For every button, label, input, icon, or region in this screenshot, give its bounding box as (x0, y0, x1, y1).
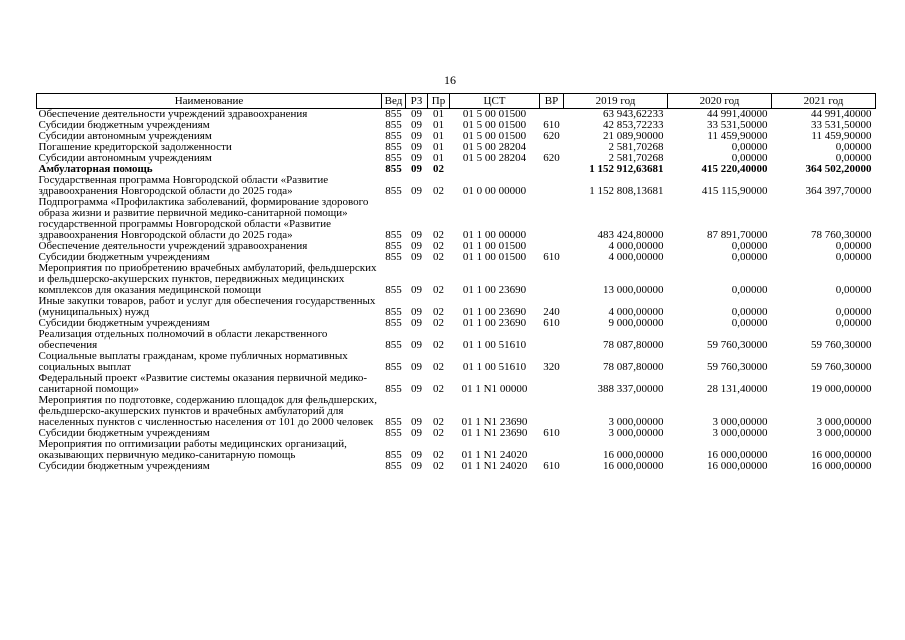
cell-ved: 855 (385, 142, 402, 153)
cell-cst: 01 1 00 51610 (462, 339, 527, 351)
cell-ved: 855 (385, 339, 402, 351)
cell-y2021: 11 459,90000 (811, 131, 872, 142)
cell-y2020: 3 000,00000 (712, 428, 768, 439)
cell-rz: 09 (411, 416, 422, 428)
cell-y2021: 0,00000 (835, 142, 872, 153)
cell-y2021: 0,00000 (835, 306, 872, 318)
cell-y2021: 0,00000 (835, 153, 872, 164)
cell-vr: 610 (543, 120, 560, 131)
cell-rz: 09 (411, 361, 422, 373)
cell-y2021: 16 000,00000 (811, 461, 872, 472)
cell-ved: 855 (385, 383, 402, 395)
cell-cst: 01 5 00 28204 (462, 142, 527, 153)
cell-pr: 02 (433, 241, 444, 252)
cell-pr: 02 (433, 185, 444, 197)
cell-y2020: 33 531,50000 (707, 120, 768, 131)
cell-rz: 09 (411, 164, 422, 175)
table-row (37, 263, 876, 296)
cell-rz: 09 (411, 428, 422, 439)
cell-y2020: 415 220,40000 (701, 164, 768, 175)
cell-name: Мероприятия по приобретению врачебных амбулаторий, фельдшерских и фельдшерско-акушерских пунктов, передвижных медицинских комплексов для оказания медицинской помощи (38, 262, 377, 296)
table-row (37, 351, 876, 373)
cell-name: Мероприятия по подготовке, содержанию площадок для фельдшерских, фельдшерско-акушерских пунктов и врачебных амбулаторий для населенных пунктов с численностью населения от 101 до 2000 человек (38, 394, 377, 428)
cell-y2019: 1 152 808,13681 (589, 185, 664, 197)
cell-name: Амбулаторная помощь (38, 163, 153, 175)
cell-name: Государственная программа Новгородской области «Развитие здравоохранения Новгородской области до 2025 года» (38, 174, 329, 197)
table-row (37, 439, 876, 461)
cell-cst: 01 1 N1 24020 (461, 461, 528, 472)
cell-rz: 09 (411, 108, 422, 120)
cell-cst: 01 1 00 51610 (462, 361, 527, 373)
table-row (37, 197, 876, 241)
cell-rz: 09 (411, 306, 422, 318)
cell-vr (540, 197, 564, 241)
cell-cst: 01 5 00 28204 (462, 153, 527, 164)
cell-pr: 01 (433, 108, 444, 120)
cell-ved: 855 (385, 416, 402, 428)
cell-vr: 320 (543, 361, 560, 373)
cell-name: Обеспечение деятельности учреждений здравоохранения (38, 240, 308, 252)
cell-cst: 01 1 N1 23690 (461, 428, 528, 439)
column-header: Пр (428, 94, 450, 109)
cell-rz: 09 (411, 229, 422, 241)
cell-y2021: 0,00000 (835, 318, 872, 329)
column-header: РЗ (406, 94, 428, 109)
column-header: 2021 год (772, 94, 876, 109)
cell-vr (540, 329, 564, 351)
cell-y2020: 415 115,90000 (701, 185, 768, 197)
cell-vr (540, 109, 564, 121)
cell-y2019: 16 000,00000 (603, 449, 664, 461)
cell-ved: 855 (385, 241, 402, 252)
cell-name: Обеспечение деятельности учреждений здравоохранения (38, 108, 308, 120)
cell-ved: 855 (385, 461, 402, 472)
cell-rz: 09 (411, 284, 422, 296)
cell-rz: 09 (411, 339, 422, 351)
cell-y2020: 0,00000 (731, 252, 768, 263)
cell-y2019: 78 087,80000 (603, 361, 664, 373)
cell-ved: 855 (385, 120, 402, 131)
cell-y2021: 0,00000 (835, 284, 872, 296)
cell-y2020: 0,00000 (731, 306, 768, 318)
cell-y2020: 11 459,90000 (707, 131, 768, 142)
table-row (37, 296, 876, 318)
cell-vr: 240 (543, 306, 560, 318)
cell-y2019: 21 089,90000 (603, 131, 664, 142)
cell-pr: 02 (433, 284, 444, 296)
cell-y2019: 63 943,62233 (603, 108, 664, 120)
cell-pr: 02 (433, 306, 444, 318)
cell-cst: 01 1 N1 24020 (461, 449, 528, 461)
cell-pr: 01 (433, 120, 444, 131)
cell-name: Реализация отдельных полномочий в области лекарственного обеспечения (38, 328, 328, 351)
cell-y2021: 3 000,00000 (816, 428, 872, 439)
cell-cst: 01 1 N1 23690 (461, 416, 528, 428)
cell-y2020: 44 991,40000 (707, 108, 768, 120)
cell-y2019: 2 581,70268 (608, 153, 664, 164)
cell-y2019: 9 000,00000 (608, 318, 664, 329)
cell-ved: 855 (385, 361, 402, 373)
cell-y2019: 42 853,72233 (603, 120, 664, 131)
cell-y2021: 59 760,30000 (811, 339, 872, 351)
cell-cst: 01 1 00 23690 (462, 284, 527, 296)
cell-ved: 855 (385, 428, 402, 439)
cell-y2020: 0,00000 (731, 241, 768, 252)
column-header: ВР (540, 94, 564, 109)
cell-ved: 855 (385, 284, 402, 296)
cell-y2020: 16 000,00000 (707, 461, 768, 472)
cell-name: Мероприятия по оптимизации работы медицинских организаций, оказывающих первичную медико-санитарную помощь (38, 438, 347, 461)
cell-vr (540, 241, 564, 252)
cell-y2019: 4 000,00000 (608, 306, 664, 318)
cell-name: Субсидии автономным учреждениям (38, 130, 212, 142)
cell-y2020: 16 000,00000 (707, 449, 768, 461)
cell-vr: 620 (543, 131, 560, 142)
cell-y2019: 4 000,00000 (608, 252, 664, 263)
cell-vr (540, 395, 564, 428)
cell-name: Субсидии бюджетным учреждениям (38, 427, 210, 439)
cell-y2021: 364 502,20000 (805, 164, 872, 175)
cell-y2020: 59 760,30000 (707, 361, 768, 373)
table-row (37, 395, 876, 428)
cell-rz: 09 (411, 241, 422, 252)
cell-pr: 02 (433, 229, 444, 241)
page-number: 16 (444, 73, 456, 87)
cell-y2020: 59 760,30000 (707, 339, 768, 351)
cell-ved: 855 (385, 252, 402, 263)
cell-y2020: 0,00000 (731, 318, 768, 329)
cell-ved: 855 (385, 449, 402, 461)
cell-ved: 855 (385, 306, 402, 318)
cell-name: Субсидии бюджетным учреждениям (38, 119, 210, 131)
cell-cst: 01 1 00 01500 (462, 241, 527, 252)
cell-y2020: 28 131,40000 (707, 383, 768, 395)
cell-cst: 01 0 00 00000 (462, 185, 527, 197)
cell-y2020: 0,00000 (731, 284, 768, 296)
cell-name: Погашение кредиторской задолженности (38, 141, 232, 153)
cell-cst: 01 1 00 00000 (462, 229, 527, 241)
column-header: Наименование (37, 94, 382, 109)
table-row (37, 373, 876, 395)
cell-cst: 01 5 00 01500 (462, 120, 527, 131)
cell-vr (540, 439, 564, 461)
cell-pr: 02 (433, 318, 444, 329)
cell-y2020: 0,00000 (731, 142, 768, 153)
cell-name: Иные закупки товаров, работ и услуг для обеспечения государственных (муниципальных) нужд (38, 295, 376, 318)
cell-cst (450, 164, 540, 175)
cell-y2019: 2 581,70268 (608, 142, 664, 153)
cell-pr: 01 (433, 142, 444, 153)
cell-y2021: 44 991,40000 (811, 108, 872, 120)
cell-y2019: 4 000,00000 (608, 241, 664, 252)
cell-vr: 610 (543, 252, 560, 263)
cell-name: Субсидии автономным учреждениям (38, 152, 212, 164)
cell-cst: 01 1 00 01500 (462, 252, 527, 263)
table-body (37, 109, 876, 473)
column-header: Вед (382, 94, 406, 109)
cell-name: Субсидии бюджетным учреждениям (38, 460, 210, 472)
cell-y2021: 59 760,30000 (811, 361, 872, 373)
cell-y2019: 16 000,00000 (603, 461, 664, 472)
cell-vr: 610 (543, 428, 560, 439)
cell-pr: 02 (433, 428, 444, 439)
cell-pr: 02 (433, 252, 444, 263)
column-header: 2020 год (668, 94, 772, 109)
cell-rz: 09 (411, 153, 422, 164)
cell-pr: 02 (433, 164, 444, 175)
cell-y2021: 78 760,30000 (811, 229, 872, 241)
cell-y2021: 0,00000 (835, 252, 872, 263)
cell-rz: 09 (411, 120, 422, 131)
cell-ved: 855 (385, 164, 402, 175)
cell-ved: 855 (385, 153, 402, 164)
cell-y2019: 388 337,00000 (597, 383, 664, 395)
cell-pr: 02 (433, 461, 444, 472)
cell-cst: 01 5 00 01500 (462, 108, 527, 120)
cell-pr: 01 (433, 131, 444, 142)
cell-vr (540, 142, 564, 153)
cell-cst: 01 1 00 23690 (462, 306, 527, 318)
cell-rz: 09 (411, 142, 422, 153)
cell-y2021: 33 531,50000 (811, 120, 872, 131)
cell-vr: 610 (543, 461, 560, 472)
cell-y2021: 16 000,00000 (811, 449, 872, 461)
table-row (37, 153, 876, 164)
cell-pr: 02 (433, 361, 444, 373)
cell-y2019: 78 087,80000 (603, 339, 664, 351)
table-header-row (37, 94, 876, 109)
cell-y2020: 87 891,70000 (707, 229, 768, 241)
cell-pr: 02 (433, 449, 444, 461)
cell-name: Федеральный проект «Развитие системы оказания первичной медико-санитарной помощи» (38, 372, 368, 395)
cell-rz: 09 (411, 185, 422, 197)
cell-rz: 09 (411, 131, 422, 142)
cell-vr (540, 373, 564, 395)
column-header: 2019 год (564, 94, 668, 109)
cell-rz: 09 (411, 449, 422, 461)
column-header: ЦСТ (450, 94, 540, 109)
cell-name: Субсидии бюджетным учреждениям (38, 317, 210, 329)
cell-vr (540, 164, 564, 175)
cell-y2021: 3 000,00000 (816, 416, 872, 428)
cell-cst: 01 1 00 23690 (462, 318, 527, 329)
cell-y2021: 19 000,00000 (811, 383, 872, 395)
cell-name: Подпрограмма «Профилактика заболеваний, формирование здорового образа жизни и развитие первичной медико-санитарной помощи» государственной программы Новгородской области «Развитие здравоохранения Новгородской области до 2025 года» (38, 196, 369, 241)
table-row (37, 329, 876, 351)
budget-table (36, 93, 876, 472)
cell-ved: 855 (385, 131, 402, 142)
cell-y2020: 0,00000 (731, 153, 768, 164)
cell-pr: 02 (433, 383, 444, 395)
cell-ved: 855 (385, 108, 402, 120)
cell-vr: 620 (543, 153, 560, 164)
cell-y2019: 483 424,80000 (597, 229, 664, 241)
table-row (37, 461, 876, 472)
cell-ved: 855 (385, 185, 402, 197)
cell-vr: 610 (543, 318, 560, 329)
cell-rz: 09 (411, 318, 422, 329)
cell-y2019: 3 000,00000 (608, 416, 664, 428)
cell-y2019: 13 000,00000 (603, 284, 664, 296)
cell-y2020: 3 000,00000 (712, 416, 768, 428)
cell-ved: 855 (385, 229, 402, 241)
cell-y2021: 364 397,70000 (805, 185, 872, 197)
cell-y2019: 3 000,00000 (608, 428, 664, 439)
cell-name: Субсидии бюджетным учреждениям (38, 251, 210, 263)
cell-pr: 02 (433, 416, 444, 428)
cell-rz: 09 (411, 461, 422, 472)
cell-name: Социальные выплаты гражданам, кроме публичных нормативных социальных выплат (38, 350, 348, 373)
cell-y2019: 1 152 912,63681 (589, 164, 664, 175)
cell-vr (540, 175, 564, 197)
table-row (37, 175, 876, 197)
cell-pr: 02 (433, 339, 444, 351)
cell-vr (540, 263, 564, 296)
cell-cst: 01 5 00 01500 (462, 131, 527, 142)
cell-ved: 855 (385, 318, 402, 329)
cell-cst: 01 1 N1 00000 (461, 383, 528, 395)
cell-pr: 01 (433, 153, 444, 164)
cell-rz: 09 (411, 383, 422, 395)
cell-rz: 09 (411, 252, 422, 263)
cell-y2021: 0,00000 (835, 241, 872, 252)
